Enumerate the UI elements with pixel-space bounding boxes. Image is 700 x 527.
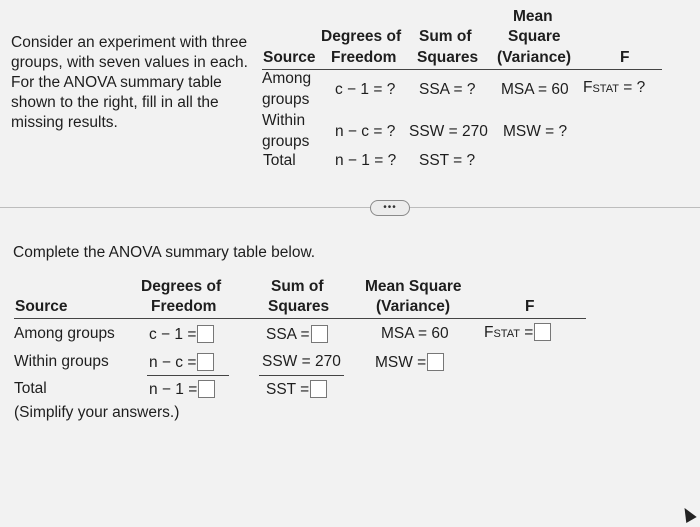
answer-header-f: F — [525, 298, 535, 315]
answer-row-total-df: n − 1 = — [149, 380, 215, 399]
row-within-source-2: groups — [262, 133, 310, 150]
fstat-input[interactable] — [534, 323, 551, 341]
ss-total-rule — [259, 375, 344, 376]
answer-row-within-ms: MSW = — [375, 353, 444, 372]
row-among-source-1: Among — [262, 70, 312, 87]
total-ss-input[interactable] — [310, 380, 327, 398]
row-within-ms: MSW = ? — [503, 123, 568, 140]
header-square: Square — [508, 28, 561, 45]
answer-row-among-f: FSTAT = — [484, 323, 551, 342]
row-among-f: FSTAT = ? — [583, 79, 646, 96]
row-total-ss: SST = ? — [419, 152, 476, 169]
answer-header-mean-square: Mean Square — [365, 278, 462, 295]
header-f: F — [620, 49, 630, 66]
header-mean: Mean — [513, 8, 553, 25]
among-df-input[interactable] — [197, 325, 214, 343]
row-within-df: n − c = ? — [335, 123, 396, 140]
header-source: Source — [263, 49, 316, 66]
answer-header-source: Source — [15, 298, 68, 315]
answer-header-rule — [14, 318, 586, 319]
header-sum-of: Sum of — [419, 28, 472, 45]
row-among-ms: MSA = 60 — [501, 81, 569, 98]
question-text: Consider an experiment with three groups, with seven values in each. For the ANOVA summary table shown to the right, fill in all the missing results. — [11, 34, 248, 131]
answer-row-within-source: Within groups — [14, 353, 109, 370]
df-total-rule — [147, 375, 229, 376]
row-among-source-2: groups — [262, 91, 310, 108]
answer-header-degrees-of: Degrees of — [141, 278, 222, 295]
answer-header-freedom: Freedom — [151, 298, 217, 315]
row-among-ss: SSA = ? — [419, 81, 476, 98]
header-freedom: Freedom — [331, 49, 397, 66]
simplify-note: (Simplify your answers.) — [14, 404, 180, 421]
instruction-text: Complete the ANOVA summary table below. — [13, 244, 316, 261]
answer-row-total-source: Total — [14, 380, 47, 397]
row-within-source-1: Within — [262, 112, 306, 129]
row-total-source: Total — [263, 152, 296, 169]
answer-row-total-ss: SST = — [266, 380, 327, 399]
row-total-df: n − 1 = ? — [335, 152, 397, 169]
answer-row-within-df: n − c = — [149, 353, 214, 372]
answer-header-sum-of: Sum of — [271, 278, 324, 295]
header-degrees-of: Degrees of — [321, 28, 402, 45]
within-ms-input[interactable] — [427, 353, 444, 371]
answer-header-squares: Squares — [268, 298, 330, 315]
answer-row-among-source: Among groups — [14, 325, 115, 342]
among-ss-input[interactable] — [311, 325, 328, 343]
answer-row-among-df: c − 1 = — [149, 325, 214, 344]
answer-row-among-ms: MSA = 60 — [381, 325, 449, 342]
header-rule — [262, 69, 662, 70]
header-variance: (Variance) — [497, 49, 572, 66]
mouse-cursor-icon — [679, 505, 696, 523]
row-within-ss: SSW = 270 — [409, 123, 488, 140]
header-squares: Squares — [417, 49, 479, 66]
within-df-input[interactable] — [197, 353, 214, 371]
answer-row-within-ss: SSW = 270 — [262, 353, 341, 370]
total-df-input[interactable] — [198, 380, 215, 398]
section-divider — [0, 207, 700, 208]
answer-header-variance: (Variance) — [376, 298, 451, 315]
answer-row-among-ss: SSA = — [266, 325, 328, 344]
more-button[interactable]: ••• — [370, 200, 410, 216]
row-among-df: c − 1 = ? — [335, 81, 396, 98]
